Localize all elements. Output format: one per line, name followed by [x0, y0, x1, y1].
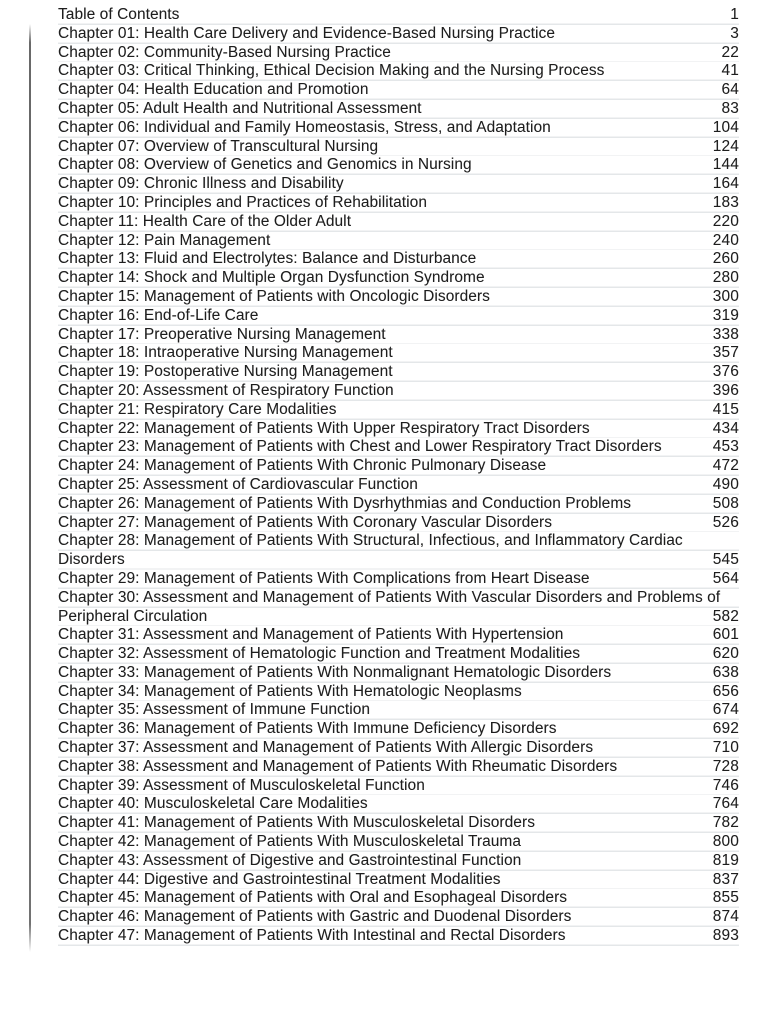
- toc-entry-page: 124: [712, 137, 739, 155]
- toc-entry-page: 674: [712, 701, 739, 719]
- toc-entry-page: 508: [712, 494, 739, 512]
- toc-entry-page: 300: [712, 287, 739, 305]
- toc-entry-title: Chapter 28: Management of Patients With Structural, Infectious, and Inflammatory Cardiac Disorders: [58, 532, 683, 569]
- toc-entry-title: Chapter 22: Management of Patients With Upper Respiratory Tract Disorders: [58, 419, 590, 437]
- toc-list: [58, 6, 739, 946]
- toc-entry-row: [58, 307, 739, 326]
- toc-entry-page: 638: [712, 663, 739, 681]
- toc-entry-page: 144: [712, 156, 739, 174]
- toc-entry-title: Chapter 20: Assessment of Respiratory Function: [58, 381, 394, 399]
- toc-entry-title: Chapter 16: End-of-Life Care: [58, 306, 259, 324]
- toc-entry-page: 319: [712, 306, 739, 324]
- toc-entry-row: [58, 44, 739, 63]
- toc-entry-title: Chapter 29: Management of Patients With Complications from Heart Disease: [58, 569, 590, 587]
- toc-entry-row: [58, 795, 739, 814]
- toc-entry-page: 83: [721, 99, 739, 117]
- toc-entry-title: Chapter 37: Assessment and Management of Patients With Allergic Disorders: [58, 739, 594, 757]
- toc-entry-title: Chapter 14: Shock and Multiple Organ Dysfunction Syndrome: [58, 269, 485, 287]
- toc-entry-row: [58, 269, 739, 288]
- toc-entry-title: Chapter 46: Management of Patients with Gastric and Duodenal Disorders: [58, 908, 572, 926]
- toc-entry-page: 64: [721, 81, 739, 99]
- toc-entry-row: [58, 288, 739, 307]
- toc-entry-page: 164: [712, 175, 739, 193]
- toc-entry-title: Chapter 07: Overview of Transcultural Nursing: [58, 137, 379, 155]
- toc-entry-title: Chapter 21: Respiratory Care Modalities: [58, 400, 337, 418]
- toc-entry-row: [58, 344, 739, 363]
- toc-entry-row: [58, 833, 739, 852]
- toc-entry-page: 434: [712, 419, 739, 437]
- toc-entry-page: 415: [712, 400, 739, 418]
- toc-entry-row: [58, 889, 739, 908]
- toc-entry-page: 710: [712, 739, 739, 757]
- toc-entry-row: [58, 814, 739, 833]
- toc-entry-row: [58, 401, 739, 420]
- toc-entry-page: 260: [712, 250, 739, 268]
- toc-entry-page: 22: [721, 43, 739, 61]
- toc-entry-page: 220: [712, 212, 739, 230]
- toc-entry-row: [58, 720, 739, 739]
- toc-entry-row: [58, 871, 739, 890]
- toc-entry-page: 453: [712, 438, 739, 456]
- toc-entry-title: Chapter 04: Health Education and Promotion: [58, 81, 369, 99]
- toc-entry-row: [58, 701, 739, 720]
- toc-entry-page: 855: [712, 889, 739, 907]
- toc-entry-title: Chapter 11: Health Care of the Older Adult: [58, 212, 352, 230]
- toc-entry-title: Chapter 40: Musculoskeletal Care Modalities: [58, 795, 368, 813]
- toc-entry-title: Chapter 09: Chronic Illness and Disability: [58, 175, 344, 193]
- toc-entry-row: [58, 25, 739, 44]
- toc-entry-page: 893: [712, 927, 739, 945]
- toc-entry-title: Chapter 34: Management of Patients With Hematologic Neoplasms: [58, 682, 522, 700]
- toc-entry-page: 280: [712, 269, 739, 287]
- toc-entry-row: [58, 589, 739, 627]
- toc-entry-page: 764: [712, 795, 739, 813]
- toc-entry-title: Chapter 27: Management of Patients With Coronary Vascular Disorders: [58, 513, 553, 531]
- toc-entry-row: [58, 570, 739, 589]
- toc-entry-page: 338: [712, 325, 739, 343]
- toc-entry-row: [58, 908, 739, 927]
- toc-entry-row: [58, 852, 739, 871]
- toc-entry-title: Chapter 06: Individual and Family Homeostasis, Stress, and Adaptation: [58, 118, 551, 136]
- toc-entry-row: [58, 194, 739, 213]
- toc-entry-title: Chapter 19: Postoperative Nursing Management: [58, 363, 393, 381]
- toc-entry-page: 728: [712, 757, 739, 775]
- toc-entry-page: 564: [712, 569, 739, 587]
- toc-entry-title: Chapter 15: Management of Patients with Oncologic Disorders: [58, 287, 490, 305]
- toc-entry-title: Chapter 32: Assessment of Hematologic Function and Treatment Modalities: [58, 645, 581, 663]
- toc-entry-page: 837: [712, 870, 739, 888]
- toc-entry-title: Chapter 12: Pain Management: [58, 231, 271, 249]
- toc-entry-page: 357: [712, 344, 739, 362]
- toc-entry-page: 41: [721, 62, 739, 80]
- toc-entry-page: 656: [712, 682, 739, 700]
- toc-entry-title: Chapter 13: Fluid and Electrolytes: Balance and Disturbance: [58, 250, 477, 268]
- toc-entry-row: [58, 250, 739, 269]
- toc-entry-title: Chapter 18: Intraoperative Nursing Management: [58, 344, 393, 362]
- toc-entry-row: [58, 119, 739, 138]
- toc-entry-title: Chapter 38: Assessment and Management of Patients With Rheumatic Disorders: [58, 757, 618, 775]
- toc-entry-title: Chapter 26: Management of Patients With Dysrhythmias and Conduction Problems: [58, 494, 632, 512]
- toc-entry-title: Chapter 24: Management of Patients With Chronic Pulmonary Disease: [58, 457, 547, 475]
- toc-entry-row: [58, 457, 739, 476]
- toc-entry-title: Chapter 47: Management of Patients With Intestinal and Rectal Disorders: [58, 927, 566, 945]
- toc-entry-title: Chapter 17: Preoperative Nursing Management: [58, 325, 386, 343]
- toc-entry-title: Chapter 33: Management of Patients With Nonmalignant Hematologic Disorders: [58, 663, 612, 681]
- scan-artifact-line: [29, 24, 31, 952]
- toc-entry-page: 472: [712, 457, 739, 475]
- toc-entry-page: 545: [712, 551, 739, 569]
- toc-heading-label: Table of Contents: [58, 6, 180, 23]
- toc-entry-page: 874: [712, 908, 739, 926]
- toc-entry-title: Chapter 31: Assessment and Management of Patients With Hypertension: [58, 626, 564, 644]
- toc-entry-row: [58, 156, 739, 175]
- toc-entry-row: [58, 81, 739, 100]
- toc-entry-row: [58, 777, 739, 796]
- toc-entry-row: [58, 758, 739, 777]
- toc-entry-page: 376: [712, 363, 739, 381]
- toc-entry-page: 620: [712, 645, 739, 663]
- toc-entry-page: 3: [730, 24, 739, 42]
- toc-entry-page: 490: [712, 475, 739, 493]
- toc-entry-row: [58, 683, 739, 702]
- toc-entry-title: Chapter 45: Management of Patients with Oral and Esophageal Disorders: [58, 889, 568, 907]
- toc-entry-title: Chapter 23: Management of Patients with Chest and Lower Respiratory Tract Disorders: [58, 438, 662, 456]
- toc-entry-row: [58, 645, 739, 664]
- toc-entry-page: 746: [712, 776, 739, 794]
- toc-entry-title: Chapter 10: Principles and Practices of Rehabilitation: [58, 193, 427, 211]
- toc-entry-page: 240: [712, 231, 739, 249]
- toc-entry-page: 692: [712, 720, 739, 738]
- toc-entry-page: 601: [712, 626, 739, 644]
- toc-entry-row: [58, 363, 739, 382]
- toc-entry-row: [58, 532, 739, 570]
- toc-entry-page: 396: [712, 381, 739, 399]
- toc-entry-row: [58, 739, 739, 758]
- toc-entry-page: 782: [712, 814, 739, 832]
- toc-entry-row: [58, 626, 739, 645]
- toc-entry-page: 582: [712, 607, 739, 625]
- toc-entry-row: [58, 62, 739, 81]
- toc-entry-title: Chapter 43: Assessment of Digestive and Gastrointestinal Function: [58, 851, 522, 869]
- toc-entry-row: [58, 927, 739, 946]
- toc-entry-row: [58, 138, 739, 157]
- toc-entry-row: [58, 326, 739, 345]
- toc-entry-row: [58, 476, 739, 495]
- toc-entry-title: Chapter 08: Overview of Genetics and Genomics in Nursing: [58, 156, 472, 174]
- toc-entry-title: Chapter 30: Assessment and Management of Patients With Vascular Disorders and Problems of Peripheral Circulation: [58, 588, 721, 625]
- toc-entry-title: Chapter 42: Management of Patients With Musculoskeletal Trauma: [58, 833, 522, 851]
- toc-entry-page: 104: [712, 118, 739, 136]
- toc-entry-title: Chapter 05: Adult Health and Nutritional Assessment: [58, 99, 422, 117]
- toc-entry-row: [58, 438, 739, 457]
- toc-entry-page: 800: [712, 833, 739, 851]
- toc-entry-title: Chapter 44: Digestive and Gastrointestinal Treatment Modalities: [58, 870, 501, 888]
- toc-entry-row: [58, 420, 739, 439]
- toc-entry-row: [58, 232, 739, 251]
- toc-heading-row: [58, 6, 739, 25]
- toc-entry-title: Chapter 02: Community-Based Nursing Practice: [58, 43, 391, 61]
- toc-heading-page: 1: [730, 6, 739, 23]
- toc-entry-title: Chapter 03: Critical Thinking, Ethical Decision Making and the Nursing Process: [58, 62, 605, 80]
- toc-entry-title: Chapter 39: Assessment of Musculoskeletal Function: [58, 776, 425, 794]
- toc-entry-row: [58, 213, 739, 232]
- toc-entry-row: [58, 382, 739, 401]
- toc-entry-row: [58, 664, 739, 683]
- toc-entry-title: Chapter 01: Health Care Delivery and Evidence-Based Nursing Practice: [58, 24, 555, 42]
- toc-entry-title: Chapter 36: Management of Patients With Immune Deficiency Disorders: [58, 720, 557, 738]
- toc-entry-row: [58, 100, 739, 119]
- toc-entry-title: Chapter 25: Assessment of Cardiovascular Function: [58, 475, 418, 493]
- toc-entry-row: [58, 514, 739, 533]
- toc-entry-page: 819: [712, 851, 739, 869]
- toc-entry-row: [58, 495, 739, 514]
- toc-entry-page: 183: [712, 193, 739, 211]
- toc-entry-page: 526: [712, 513, 739, 531]
- toc-entry-row: [58, 175, 739, 194]
- toc-entry-title: Chapter 35: Assessment of Immune Function: [58, 701, 371, 719]
- toc-entry-title: Chapter 41: Management of Patients With Musculoskeletal Disorders: [58, 814, 535, 832]
